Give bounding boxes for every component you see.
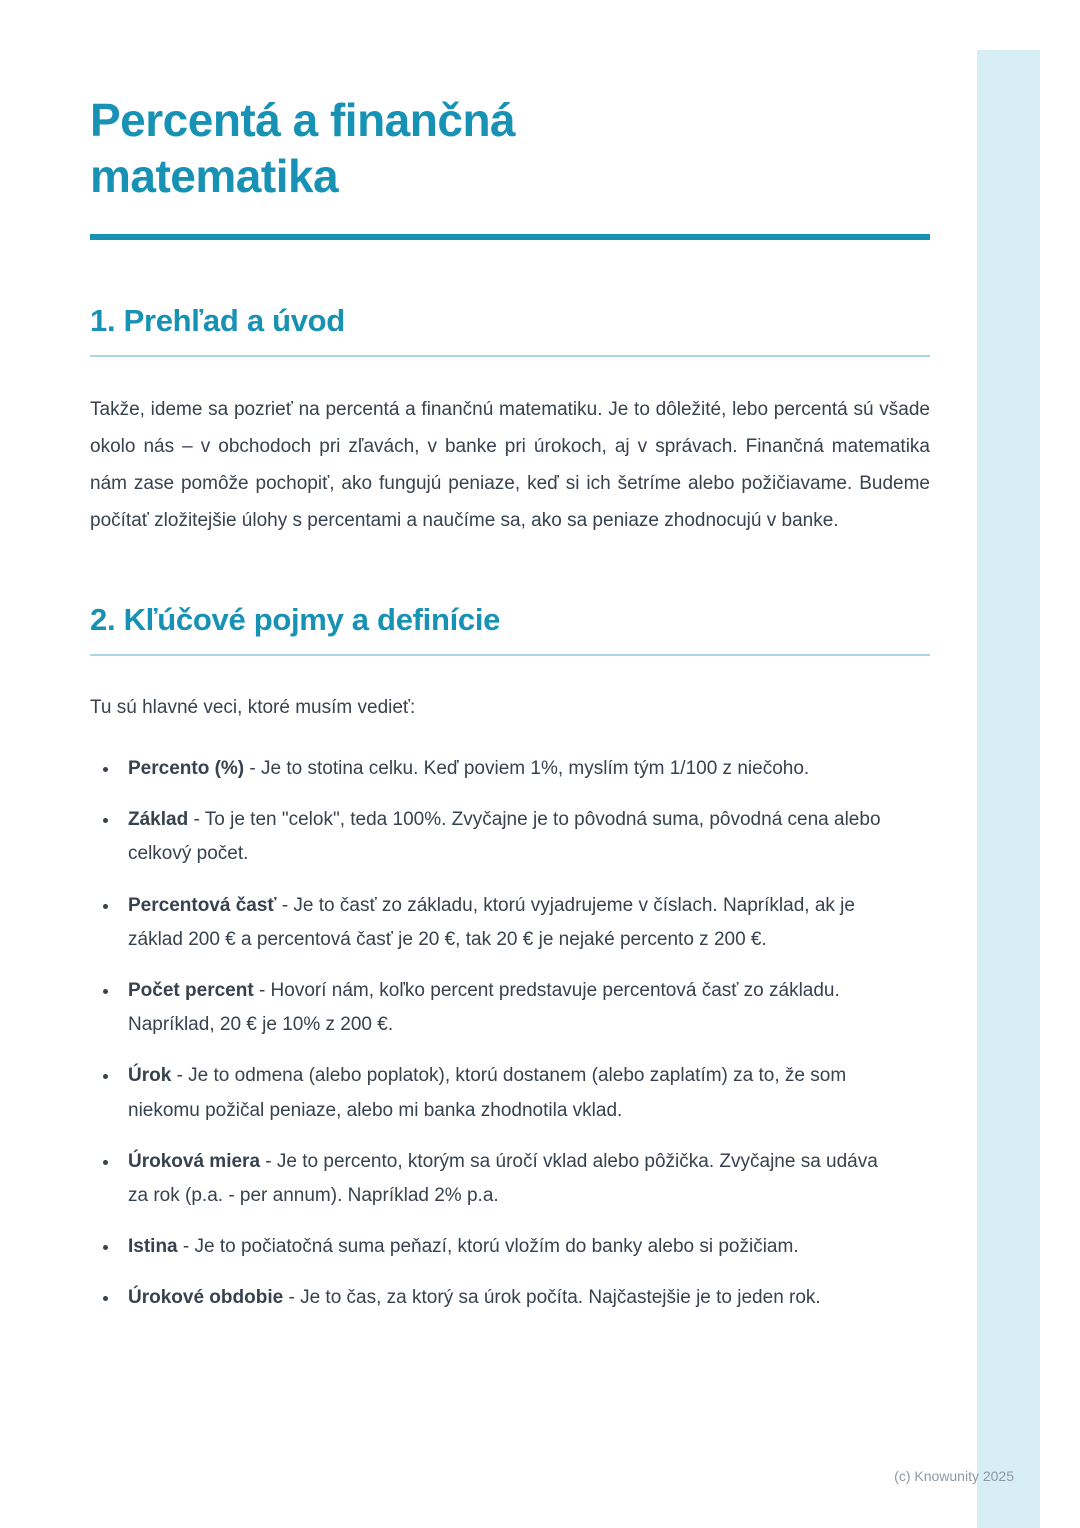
list-item (120, 1145, 900, 1213)
concept-desc: - Je to počiatočná suma peňazí, ktorú vložím do banky alebo si požičiam. (182, 1236, 799, 1258)
concept-list (90, 752, 900, 1315)
copyright-footer: (c) Knowunity 2025 (894, 1468, 1014, 1484)
list-item (120, 974, 900, 1042)
page-title: Percentá a finančná matematika (90, 94, 516, 203)
section-heading-overview: 1. Prehľad a úvod (90, 303, 345, 339)
concept-term: Počet percent (128, 979, 254, 1001)
list-item (120, 889, 900, 957)
overview-paragraph: Takže, ideme sa pozrieť na percentá a finančnú matematiku. Je to dôležité, lebo percentá sú všade okolo nás – v obchodoch pri zľavách, v banke pri úrokoch, aj v správach. Finančná matematika nám zase pomôže pochopiť, ako fungujú peniaze, keď si ich šetríme alebo požičiavame. Budeme počítať zložitejšie úlohy s percentami a naučíme sa, ako sa peniaze zhodnocujú v banke. (90, 398, 930, 532)
concept-desc: - Je to stotina celku. Keď poviem 1%, myslím tým 1/100 z niečoho. (249, 758, 810, 779)
section-divider-key-concepts (90, 654, 930, 656)
title-divider (90, 234, 930, 240)
side-stripe-decoration (977, 50, 1040, 1528)
list-item (120, 1281, 900, 1315)
concept-term: Istina (128, 1236, 178, 1258)
concept-term: Percento (%) (128, 758, 245, 779)
concept-term: Základ (128, 809, 189, 831)
concept-desc: - Je to časť zo základu, ktorú vyjadrujeme v číslach. Napríklad, ak je základ 200 € a percentová časť je 20 €, tak 20 € je nejaké percento z 200 €. (128, 894, 855, 950)
concept-desc: - Je to odmena (alebo poplatok), ktorú dostanem (alebo zaplatím) za to, že som niekomu požičal peniaze, alebo mi banka zhodnotila vklad. (128, 1065, 847, 1121)
concept-desc: - Je to čas, za ktorý sa úrok počíta. Najčastejšie je to jeden rok. (288, 1287, 821, 1309)
list-item (120, 1230, 900, 1264)
concept-term: Úrok (128, 1065, 172, 1087)
list-item (120, 1059, 900, 1127)
concept-desc: - To je ten "celok", teda 100%. Zvyčajne je to pôvodná suma, pôvodná cena alebo celkový počet. (128, 809, 881, 865)
concept-term: Úroková miera (128, 1150, 261, 1172)
concept-desc: - Je to percento, ktorým sa úročí vklad alebo pôžička. Zvyčajne sa udáva za rok (p.a. - per annum). Napríklad 2% p.a. (128, 1150, 878, 1206)
concept-term: Úrokové obdobie (128, 1287, 284, 1309)
section-divider-overview (90, 355, 930, 357)
list-item (120, 803, 900, 871)
concept-desc: - Hovorí nám, koľko percent predstavuje percentová časť zo základu. Napríklad, 20 € je 10% z 200 €. (128, 979, 840, 1036)
section-heading-key-concepts: 2. Kľúčové pojmy a definície (90, 602, 501, 638)
concept-term: Percentová časť (128, 894, 277, 916)
list-item (120, 752, 900, 786)
key-concepts-intro: Tu sú hlavné veci, ktoré musím vedieť: (90, 696, 416, 718)
